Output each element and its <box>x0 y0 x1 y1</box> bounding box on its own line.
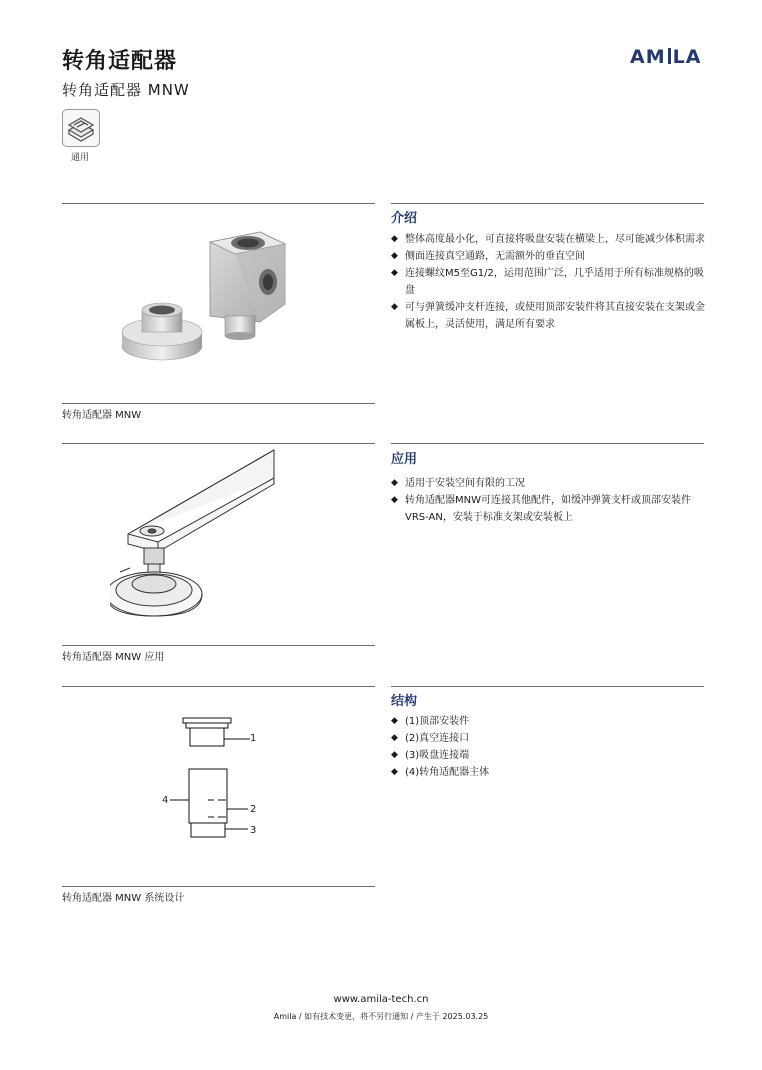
structure-diagram <box>160 712 270 842</box>
universal-layers-icon <box>62 109 100 147</box>
list-item: ◆ 转角适配器MNW可连接其他配件，如缓冲弹簧支杆或顶部安装件VRS-AN，安装于标准支架或安装板上 <box>391 492 711 526</box>
intro-heading: 介绍 <box>391 211 418 226</box>
divider <box>62 403 375 404</box>
logo-bar <box>668 48 671 64</box>
application-caption: 转角适配器 MNW 应用 <box>62 652 165 663</box>
divider <box>62 645 375 646</box>
application-list <box>391 475 711 526</box>
label-4: 4 <box>162 795 169 806</box>
list-item: ◆ 适用于安装空间有限的工况 <box>391 475 711 492</box>
divider <box>391 686 704 687</box>
label-2: 2 <box>250 804 257 815</box>
logo-text-right: LA <box>672 46 702 68</box>
application-heading: 应用 <box>391 452 418 467</box>
list-item: ◆ (1)顶部安装件 <box>391 713 711 730</box>
list-item: ◆ (3)吸盘连接端 <box>391 747 711 764</box>
list-item: ◆ (4)转角适配器主体 <box>391 764 711 781</box>
divider <box>62 886 375 887</box>
structure-heading: 结构 <box>391 694 418 709</box>
intro-list <box>391 231 711 333</box>
page-subtitle: 转角适配器 MNW <box>62 81 190 99</box>
list-item: ◆ 连接螺纹M5至G1/2，运用范围广泛，几乎适用于所有标准规格的吸盘 <box>391 265 711 299</box>
divider <box>62 443 375 444</box>
list-item: ◆ (2)真空连接口 <box>391 730 711 747</box>
intro-caption: 转角适配器 MNW <box>62 410 142 421</box>
brand-logo <box>630 46 701 68</box>
divider <box>391 203 704 204</box>
divider <box>62 686 375 687</box>
list-item: ◆ 整体高度最小化，可直接将吸盘安装在横梁上，尽可能减少体积需求 <box>391 231 711 248</box>
label-3: 3 <box>250 825 257 836</box>
structure-list <box>391 713 711 781</box>
logo-text-left: AM <box>630 46 666 68</box>
application-drawing <box>110 448 280 628</box>
list-item: ◆ 可与弹簧缓冲支杆连接，或使用顶部安装件将其直接安装在支架或金属板上，灵活使用，满足所有要求 <box>391 299 711 333</box>
badge-label: 通用 <box>70 153 89 163</box>
list-item: ◆ 侧面连接真空通路，无需额外的垂直空间 <box>391 248 711 265</box>
divider <box>62 203 375 204</box>
footer-note: Amila / 如有技术变更，将不另行通知 / 产生于 2025.03.25 <box>273 1012 489 1021</box>
structure-caption: 转角适配器 MNW 系统设计 <box>62 893 185 904</box>
label-1: 1 <box>250 733 257 744</box>
page-title: 转角适配器 <box>62 49 178 74</box>
divider <box>391 443 704 444</box>
product-photo <box>120 222 320 372</box>
footer-url[interactable]: www.amila-tech.cn <box>333 994 429 1005</box>
